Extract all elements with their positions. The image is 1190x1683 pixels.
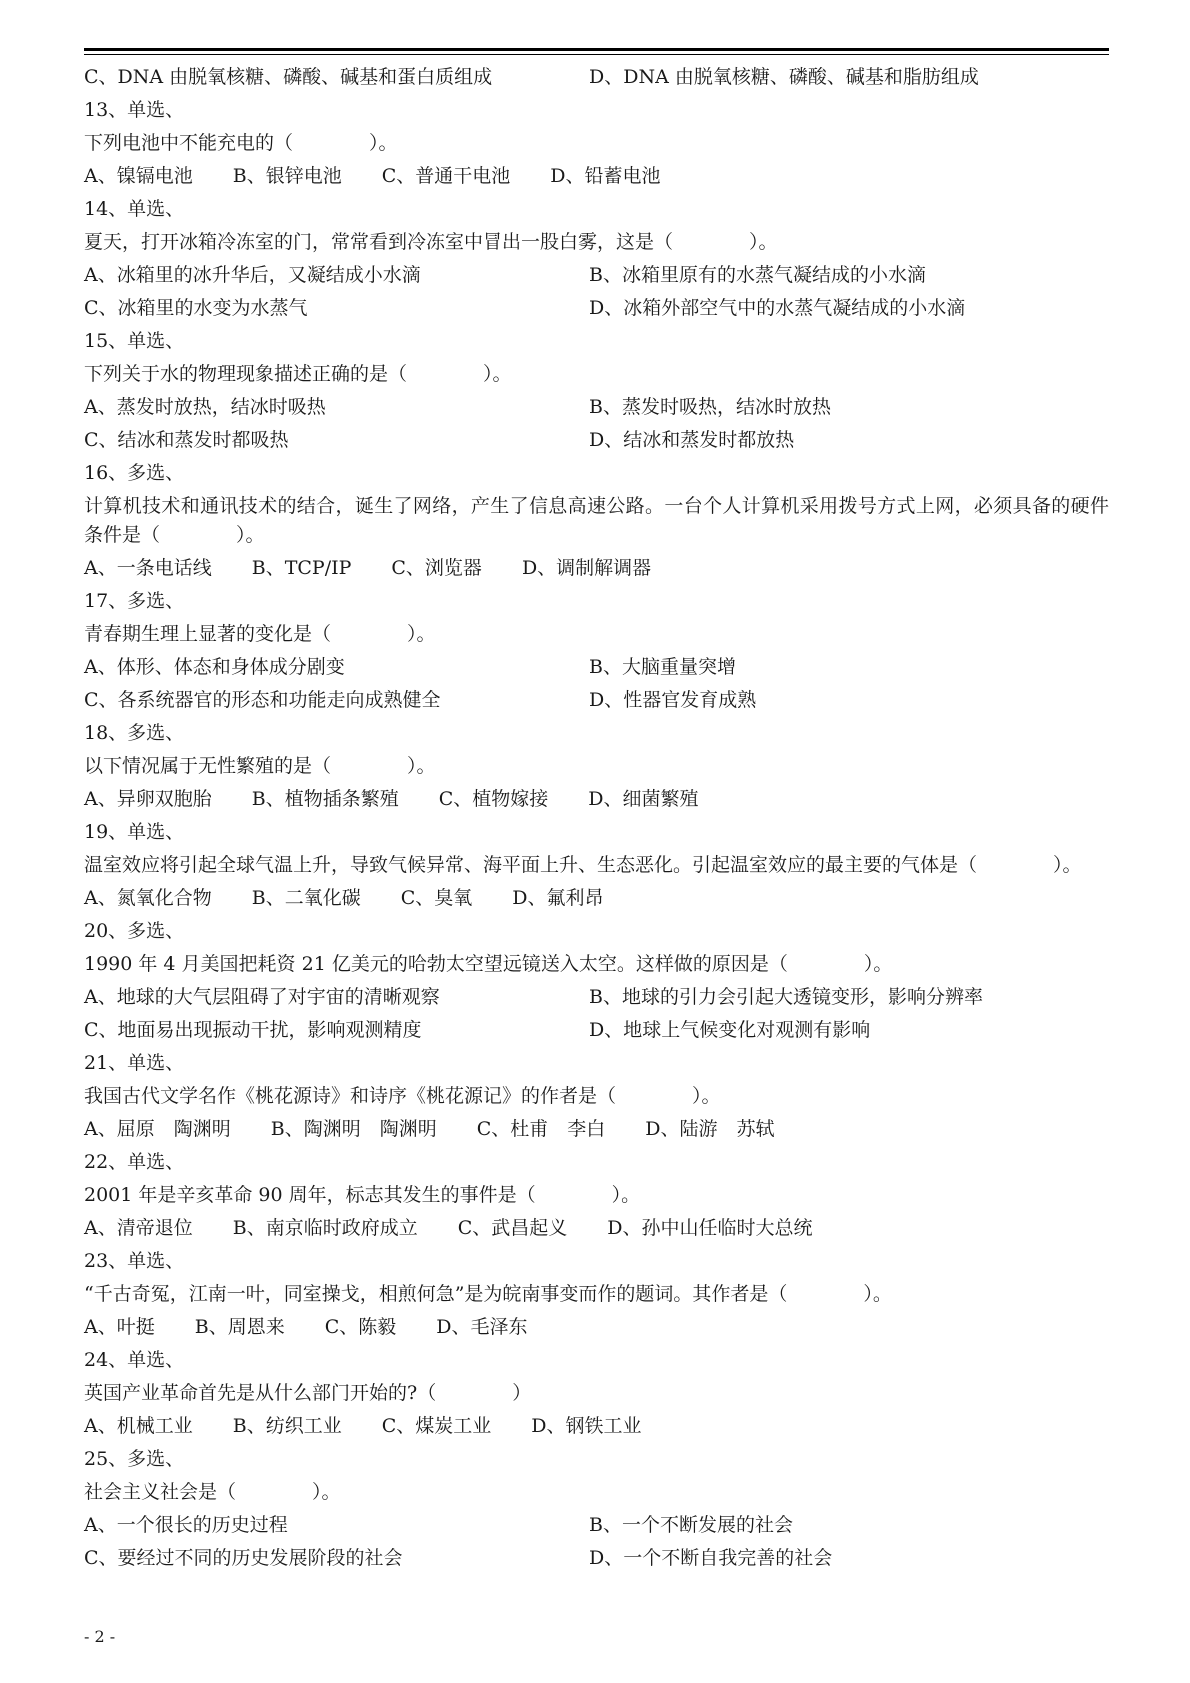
option-row (84, 651, 1109, 684)
option: D、钢铁工业 (531, 1415, 642, 1437)
question-header: 24、单选、 (84, 1349, 185, 1371)
option-right: D、DNA 由脱氧核糖、磷酸、碱基和脂肪组成 (589, 66, 979, 88)
option: C、陈毅 (324, 1316, 397, 1338)
option: A、机械工业 (84, 1415, 193, 1437)
question-header: 14、单选、 (84, 198, 185, 220)
option-row (84, 391, 1109, 424)
option: B、TCP/IP (251, 557, 352, 579)
option: D、氟利昂 (512, 887, 604, 909)
option-row (84, 1014, 1109, 1047)
question-header: 22、单选、 (84, 1151, 185, 1173)
option: B、周恩来 (194, 1316, 285, 1338)
question-stem: 社会主义社会是（ ）。 (84, 1481, 341, 1503)
option: C、普通干电池 (381, 165, 511, 187)
option: B、银锌电池 (232, 165, 342, 187)
option-right: B、一个不断发展的社会 (589, 1514, 793, 1536)
option-row (84, 783, 1109, 816)
option-row (84, 1311, 1109, 1344)
option-left: C、结冰和蒸发时都吸热 (84, 429, 289, 451)
question-stem: 1990 年 4 月美国把耗资 21 亿美元的哈勃太空望远镜送入太空。这样做的原因是（ ）。 (84, 953, 893, 975)
option: A、镍镉电池 (84, 165, 193, 187)
option-right: B、大脑重量突增 (589, 656, 736, 678)
question-header: 19、单选、 (84, 821, 185, 843)
question-stem: 夏天，打开冰箱冷冻室的门，常常看到冷冻室中冒出一股白雾，这是（ ）。 (84, 231, 778, 253)
question-stem: 下列电池中不能充电的（ ）。 (84, 132, 398, 154)
option-left: C、各系统器官的形态和功能走向成熟健全 (84, 689, 441, 711)
option: B、陶渊明 陶渊明 (270, 1118, 437, 1140)
option: C、煤炭工业 (381, 1415, 492, 1437)
option: C、浏览器 (391, 557, 482, 579)
option-left: A、体形、体态和身体成分剧变 (84, 656, 345, 678)
question-stem: 下列关于水的物理现象描述正确的是（ ）。 (84, 363, 512, 385)
option-left: A、蒸发时放热，结冰时吸热 (84, 396, 326, 418)
option: C、武昌起义 (457, 1217, 568, 1239)
option-right: B、冰箱里原有的水蒸气凝结成的小水滴 (589, 264, 926, 286)
option: A、异卵双胞胎 (84, 788, 212, 810)
option-row (84, 882, 1109, 915)
option: D、细菌繁殖 (588, 788, 699, 810)
question-stem: “千古奇冤，江南一叶，同室操戈，相煎何急”是为皖南事变而作的题词。其作者是（ ）。 (84, 1283, 892, 1305)
option: B、二氧化碳 (251, 887, 361, 909)
option: C、臭氧 (400, 887, 473, 909)
option: B、南京临时政府成立 (232, 1217, 418, 1239)
option: C、植物嫁接 (438, 788, 549, 810)
question-header: 21、单选、 (84, 1052, 185, 1074)
option-left: A、一个很长的历史过程 (84, 1514, 288, 1536)
option-row (84, 1410, 1109, 1443)
question-stem: 我国古代文学名作《桃花源诗》和诗序《桃花源记》的作者是（ ）。 (84, 1085, 721, 1107)
option-right: D、一个不断自我完善的社会 (589, 1547, 833, 1569)
option-row (84, 552, 1109, 585)
option-row (84, 292, 1109, 325)
option-row (84, 160, 1109, 193)
question-stem: 以下情况属于无性繁殖的是（ ）。 (84, 755, 436, 777)
question-header: 20、多选、 (84, 920, 185, 942)
option-row (84, 1212, 1109, 1245)
option-left: A、地球的大气层阻碍了对宇宙的清晰观察 (84, 986, 440, 1008)
exam-content (84, 61, 1109, 1575)
option: C、杜甫 李白 (476, 1118, 606, 1140)
option-right: D、冰箱外部空气中的水蒸气凝结成的小水滴 (589, 297, 966, 319)
question-header: 13、单选、 (84, 99, 185, 121)
option-row (84, 1509, 1109, 1542)
option-right: B、地球的引力会引起大透镜变形，影响分辨率 (589, 986, 983, 1008)
question-header: 17、多选、 (84, 590, 185, 612)
option-row (84, 259, 1109, 292)
question-header: 23、单选、 (84, 1250, 185, 1272)
header-rule-thick (84, 48, 1109, 51)
option-left: A、冰箱里的冰升华后，又凝结成小水滴 (84, 264, 421, 286)
option: A、清帝退位 (84, 1217, 193, 1239)
option-left: C、地面易出现振动干扰，影响观测精度 (84, 1019, 422, 1041)
option-left: C、要经过不同的历史发展阶段的社会 (84, 1547, 403, 1569)
question-stem: 青春期生理上显著的变化是（ ）。 (84, 623, 436, 645)
option: A、叶挺 (84, 1316, 155, 1338)
question-header: 15、单选、 (84, 330, 185, 352)
option-left: C、冰箱里的水变为水蒸气 (84, 297, 308, 319)
header-rule-thin (84, 54, 1109, 55)
option-row (84, 61, 1109, 94)
option-row (84, 981, 1109, 1014)
option: A、一条电话线 (84, 557, 212, 579)
option-row (84, 1113, 1109, 1146)
question-header: 16、多选、 (84, 462, 185, 484)
question-header: 18、多选、 (84, 722, 185, 744)
question-stem: 计算机技术和通讯技术的结合，诞生了网络，产生了信息高速公路。一台个人计算机采用拨号方式上网，必须具备的硬件条件是（ ）。 (84, 495, 1109, 546)
option: A、屈原 陶渊明 (84, 1118, 231, 1140)
page-number: - 2 - (84, 1627, 116, 1646)
option: A、氮氧化合物 (84, 887, 212, 909)
option: D、铅蓄电池 (550, 165, 661, 187)
option-right: D、地球上气候变化对观测有影响 (589, 1019, 871, 1041)
option-row (84, 684, 1109, 717)
question-stem: 温室效应将引起全球气温上升，导致气候异常、海平面上升、生态恶化。引起温室效应的最主要的气体是（ ）。 (84, 854, 1082, 876)
option: B、纺织工业 (232, 1415, 342, 1437)
question-header: 25、多选、 (84, 1448, 185, 1470)
option-right: D、性器官发育成熟 (589, 689, 757, 711)
question-stem: 2001 年是辛亥革命 90 周年，标志其发生的事件是（ ）。 (84, 1184, 641, 1206)
option-right: B、蒸发时吸热，结冰时放热 (589, 396, 831, 418)
option-left: C、DNA 由脱氧核糖、磷酸、碱基和蛋白质组成 (84, 66, 493, 88)
option: D、毛泽东 (436, 1316, 528, 1338)
question-stem: 英国产业革命首先是从什么部门开始的?（ ） (84, 1382, 532, 1404)
option-row (84, 1542, 1109, 1575)
option: B、植物插条繁殖 (251, 788, 399, 810)
option: D、陆游 苏轼 (645, 1118, 775, 1140)
option: D、孙中山任临时大总统 (607, 1217, 813, 1239)
option: D、调制解调器 (521, 557, 652, 579)
option-right: D、结冰和蒸发时都放热 (589, 429, 795, 451)
option-row (84, 424, 1109, 457)
